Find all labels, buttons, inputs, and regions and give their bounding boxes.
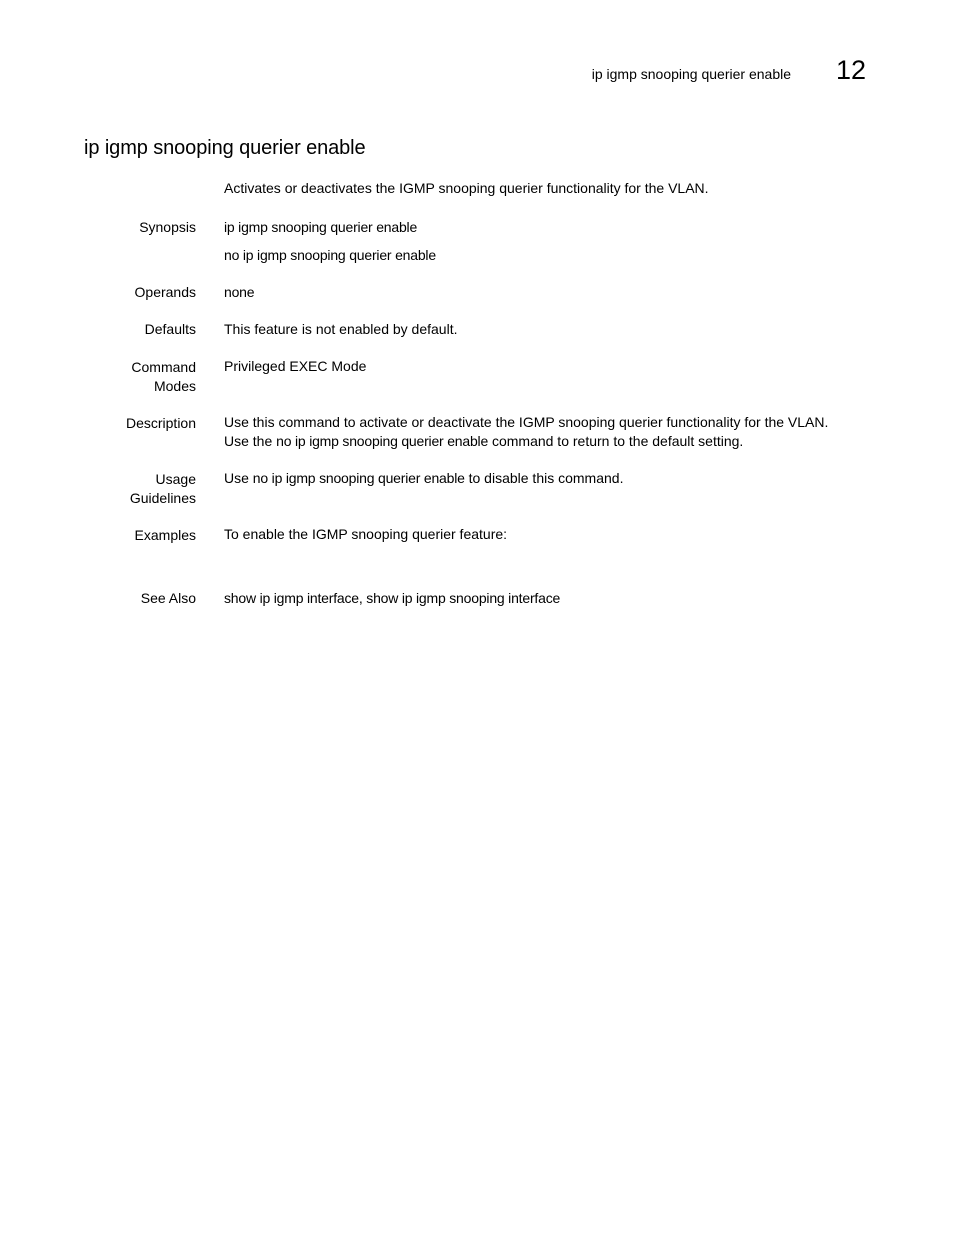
command-modes-label <box>66 358 196 396</box>
description-line1: Use this command to activate or deactivate the IGMP snooping querier functionality for the VLAN. <box>224 414 829 430</box>
section-intro: Activates or deactivates the IGMP snooping querier functionality for the VLAN. <box>224 180 709 196</box>
description-line2 <box>224 432 884 451</box>
defaults-label: Defaults <box>144 321 196 337</box>
operands-label: Operands <box>134 284 196 300</box>
defaults-value: This feature is not enabled by default. <box>224 321 458 337</box>
section-title: ip igmp snooping querier enable <box>84 137 366 159</box>
usage-guidelines-text <box>224 469 884 488</box>
see-also-links: show ip igmp interface, show ip igmp snooping interface <box>224 590 561 606</box>
usage-guidelines-suffix: to disable this command. <box>464 470 624 486</box>
usage-guidelines-prefix: Use <box>224 470 253 486</box>
chapter-number: 12 <box>835 55 866 85</box>
examples-label: Examples <box>134 527 196 543</box>
description-text <box>224 413 884 451</box>
operands-value: none <box>224 284 255 300</box>
description-command: no ip igmp snooping querier enable <box>276 433 489 449</box>
running-header-title: ip igmp snooping querier enable <box>591 66 791 82</box>
command-modes-label-line2: Modes <box>153 378 196 394</box>
usage-guidelines-command: no ip igmp snooping querier enable <box>252 470 465 486</box>
examples-text: To enable the IGMP snooping querier feature: <box>224 526 508 542</box>
description-line2-prefix: Use the <box>224 433 277 449</box>
description-label: Description <box>125 415 196 431</box>
command-modes-label-line1: Command <box>131 359 196 375</box>
synopsis-no-command: no ip igmp snooping querier enable <box>224 247 436 263</box>
usage-guidelines-label-line2: Guidelines <box>129 490 196 506</box>
usage-guidelines-label <box>66 470 196 508</box>
synopsis-label: Synopsis <box>139 219 196 235</box>
usage-guidelines-label-line1: Usage <box>155 471 196 487</box>
see-also-label: See Also <box>140 590 196 606</box>
command-modes-value: Privileged EXEC Mode <box>224 358 367 374</box>
synopsis-command: ip igmp snooping querier enable <box>224 219 418 235</box>
description-line2-suffix: command to return to the default setting. <box>488 433 744 449</box>
